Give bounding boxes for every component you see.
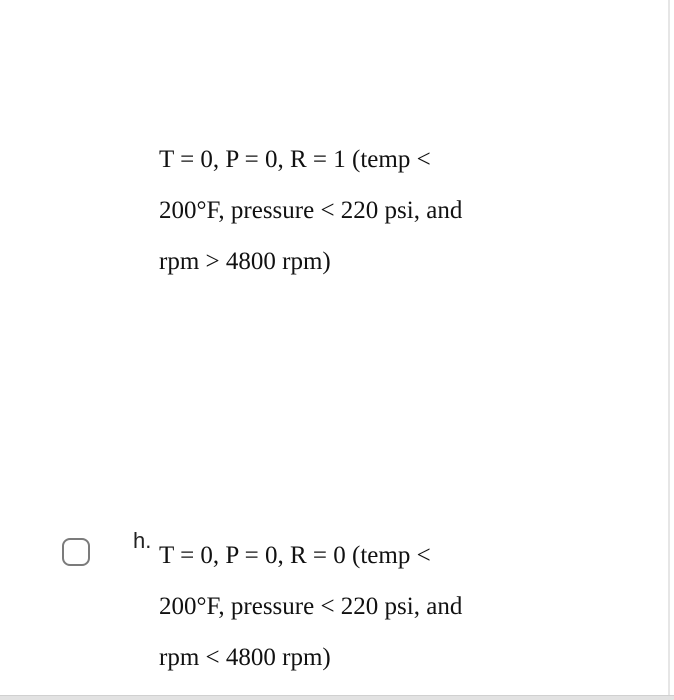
page-bottom-border xyxy=(0,695,674,700)
option-h-checkbox[interactable] xyxy=(62,538,90,566)
option-g-text xyxy=(159,134,559,287)
option-h-line-1: T = 0, P = 0, R = 0 (temp < xyxy=(159,542,431,569)
option-h-text[interactable] xyxy=(159,530,559,683)
option-g-line-3: rpm > 4800 rpm) xyxy=(159,248,331,275)
option-g-line-1: T = 0, P = 0, R = 1 (temp < xyxy=(159,146,431,173)
option-g-line-2: 200°F, pressure < 220 psi, and xyxy=(159,197,463,224)
option-h-line-2: 200°F, pressure < 220 psi, and xyxy=(159,593,463,620)
option-h-line-3: rpm < 4800 rpm) xyxy=(159,644,331,671)
option-h-letter: h. xyxy=(133,528,152,553)
page-right-border xyxy=(668,0,670,700)
